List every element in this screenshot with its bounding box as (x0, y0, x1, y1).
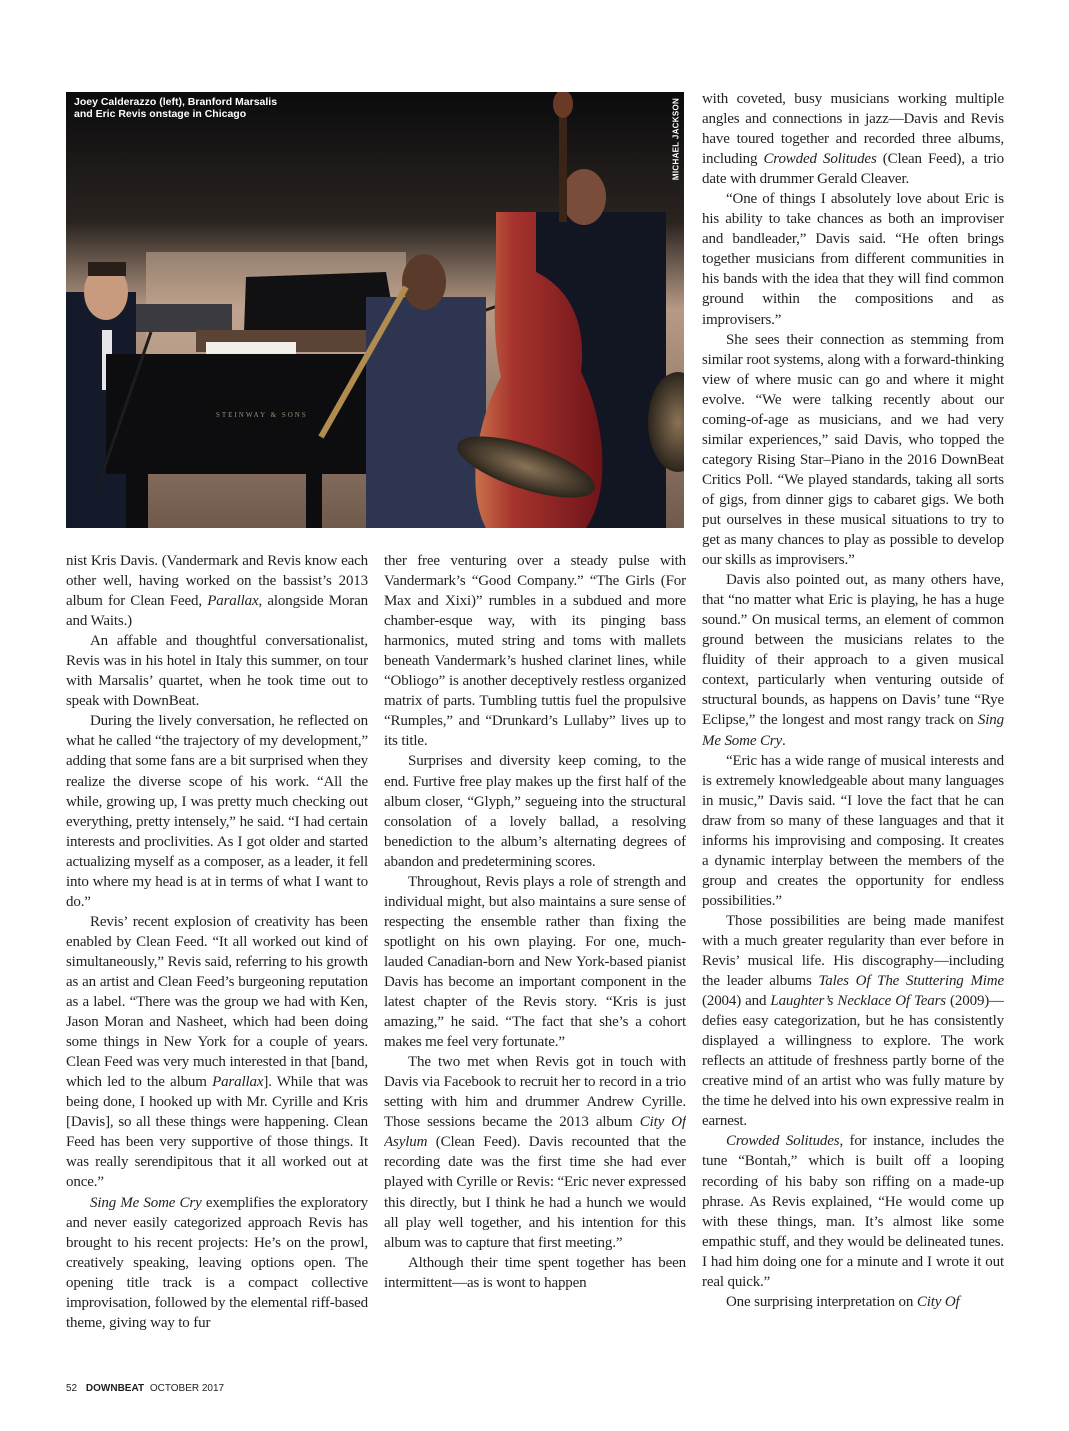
text-run: with coveted, busy musicians working multiple angles and connections in jazz—Davis and Revis have toured together and recorded three albums, including (702, 91, 1004, 168)
text-run: , alongside Moran and Waits.) (66, 593, 368, 630)
paragraph (384, 751, 686, 871)
paragraph (66, 631, 368, 711)
paragraph (384, 551, 686, 751)
text-run: Throughout, Revis plays a role of strength and individual might, but also maintains a sure sense of respecting the ensemble rather than fixing the spotlight on his own playing. For one, much-lauded Canadian-born and New York-based pianist Davis has become an important component in the latest chapter of the Revis story. “Kris is just amazing,” he said. “The fact that she’s a cohort makes me feel very fortunate.” (384, 873, 686, 1051)
paragraph (702, 330, 1004, 571)
piano-brand-text: STEINWAY & SONS (216, 411, 308, 419)
text-run: ther free venturing over a steady pulse with Vandermark’s “Good Company.” “The Girls (For Max and Xixi)” rumbles in a subdued and more chamber-esque way, with its pinging bass harmonics, muted string and toms with mallets beneath Vandermark’s hushed clarinet lines, while “Obliogo” is another deceptively restless organized matrix of parts. Tumbling tuttis fuel the propulsive “Rumples,” and “Drunkard’s Lullaby” lives up to its title. (384, 553, 686, 750)
text-run: exemplifies the exploratory and never easily categorized approach Revis has brought to his recent projects: He’s on the prowl, creatively speaking, leaving options open. The opening title track is a compact collective improvisation, followed by the elemental riff-based theme, giving way to fur (66, 1194, 368, 1331)
text-run: The two met when Revis got in touch with Davis via Facebook to recruit her to record in a trio setting with him and drummer Andrew Cyrille. Those sessions became the 2013 album (384, 1054, 686, 1131)
paragraph (702, 751, 1004, 911)
italic-title: Sing Me Some Cry (90, 1194, 202, 1211)
text-run: (2004) and (702, 993, 771, 1010)
italic-title: Sing Me Some Cry (702, 712, 1004, 749)
caption-line: and Eric Revis onstage in Chicago (74, 108, 247, 120)
text-run: , for instance, includes the tune “Bontah,” which is built off a looping recording of his baby son riffing on a made-up phrase. As Revis explained, “He would come up with these things, man. It’s almost like some empathic stuff, and they would be delineated tunes. I had him doing one for a minute and I wrote it out real quick.” (702, 1133, 1004, 1290)
paragraph (702, 189, 1004, 329)
paragraph (702, 89, 1004, 189)
paragraph (702, 911, 1004, 1132)
paragraph (384, 1253, 686, 1293)
publication-name: DOWNBEAT (85, 1383, 145, 1394)
text-run: (2009)—defies easy categorization, but he has consistently displayed a willingness to explore. The work reflects an attitude of freshness partly borne of the creative mind of an artist who was fully mature by the time he delved into his own expressive realm in earnest. (702, 993, 1004, 1130)
concert-photo (66, 92, 684, 528)
text-run: (Clean Feed). Davis recounted that the recording date was the first time she had ever played with Cyrille or Revis: “Eric never expressed this directly, but I think he had a hunch we would all play well together, and his intention for this album was to capture that first meeting.” (384, 1134, 686, 1251)
italic-title: Crowded Solitudes (763, 151, 877, 168)
text-run: During the lively conversation, he reflected on what he called “the trajectory of my development,” adding that some fans are a bit surprised when they realize the diverse scope of his work. “All the while, growing up, I was pretty much checking out everything, pretty intensely,” he said. “I had certain interests and proclivities. As I got older and started actualizing myself as a composer, as a leader, it fell into where my head is at in terms of what I want to do.” (66, 713, 368, 910)
paragraph (66, 912, 368, 1193)
text-run: Those possibilities are being made manifest with a much greater regularity than ever before in Revis’ musical life. His discography—including the leader albums (702, 912, 1004, 990)
paragraph (384, 1052, 686, 1252)
text-run: . (782, 732, 786, 749)
italic-title: Parallax (207, 593, 259, 610)
text-run: One surprising interpretation on (726, 1293, 917, 1310)
text-run: Davis also pointed out, as many others have, that “no matter what Eric is playing, he has a huge sound.” On musical terms, an element of common ground between the musicians relates to the fluidity of their approach to a given musical context, particularly when venturing outside of structural bounds, as happens on Davis’ tune “Rye Eclipse,” the longest and most rangy track on (702, 572, 1004, 729)
text-column-2 (384, 551, 686, 1363)
concert-photo-illustration (66, 92, 684, 528)
italic-title: Tales Of The Stuttering Mime (818, 973, 1004, 990)
text-column-3 (702, 89, 1004, 1363)
italic-title: Crowded Solitudes (726, 1133, 840, 1150)
page-number: 52 (66, 1383, 78, 1394)
caption-line: Joey Calderazzo (left), Branford Marsalis (74, 96, 278, 108)
text-run: Surprises and diversity keep coming, to the end. Furtive free play makes up the first half of the album closer, “Glyph,” segueing into the structural consolation of a lovely ballad, a resolving benediction to the album’s alternating degrees of abandon and predetermining scores. (384, 753, 686, 870)
paragraph (66, 1193, 368, 1333)
paragraph (702, 1292, 1004, 1312)
text-run: “One of things I absolutely love about Eric is his ability to take chances as both an improviser and bandleader,” Davis said. “He often brings together musicians from different communities in his bands with the idea that they will find common ground within the compositions and as improvisers.” (702, 191, 1004, 328)
paragraph (66, 551, 368, 631)
text-run: She sees their connection as stemming from similar root systems, along with a forward-thinking view of where music can go and where it might evolve. “We were talking recently about our coming-of-age as musicians, and we had very similar experiences,” said Davis, who topped the category Rising Star–Piano in the 2016 DownBeat Critics Poll. “We played standards, taking all sorts of gigs, from dinner gigs to cabaret gigs. We both put ourselves in these musical situations to try to get as many chances to play as possible to develop our skills as improvisers.” (702, 331, 1004, 569)
text-run: “Eric has a wide range of musical interests and is extremely knowledgeable about many languages in music,” Davis said. “I love the fact that he can draw from so many of these languages and that it informs his improvising and composing. It creates a dynamic interplay between the members of the group and creates the opportunity for endless possibilities.” (702, 752, 1004, 909)
photo-credit (670, 96, 682, 182)
issue-date: OCTOBER 2017 (149, 1383, 225, 1394)
text-run: ]. While that was being done, I hooked up with Mr. Cyrille and Kris [Davis], so all these things were happening. Clean Feed has been very supportive of those things. It was really serendipitous that it all worked out at once.” (66, 1074, 368, 1191)
italic-title: City Of (916, 1293, 960, 1310)
italic-title: City Of Asylum (384, 1114, 686, 1151)
text-run: Revis’ recent explosion of creativity has been enabled by Clean Feed. “It all worked out kind of simultaneously,” Revis said, referring to his growth as an artist and Clean Feed’s burgeoning reputation as a label. “There was the group we had with Ken, Jason Moran and Nasheet, which had been doing some things in New York for a couple of years. Clean Feed was very much interested in that [band, which led to the album (66, 913, 368, 1091)
paragraph (702, 1131, 1004, 1291)
text-run: An affable and thoughtful conversationalist, Revis was in his hotel in Italy this summer, on tour with Marsalis’ quartet, when he took time out to speak with DownBeat. (66, 633, 368, 710)
paragraph (66, 711, 368, 911)
page-footer (66, 1383, 224, 1395)
paragraph (384, 872, 686, 1052)
mixer (136, 304, 232, 332)
text-column-1 (66, 551, 368, 1363)
text-run: nist Kris Davis. (Vandermark and Revis know each other well, having worked on the bassist’s 2013 album for Clean Feed, (66, 553, 368, 610)
text-run: Although their time spent together has been intermittent—as is wont to happen (384, 1254, 686, 1291)
text-run: (Clean Feed), a trio date with drummer Gerald Cleaver. (702, 151, 1004, 188)
italic-title: Parallax (212, 1074, 264, 1091)
photo-caption (74, 96, 404, 120)
photo-credit-text: MICHAEL JACKSON (671, 97, 681, 181)
italic-title: Laughter’s Necklace Of Tears (770, 993, 946, 1010)
paragraph (702, 570, 1004, 750)
